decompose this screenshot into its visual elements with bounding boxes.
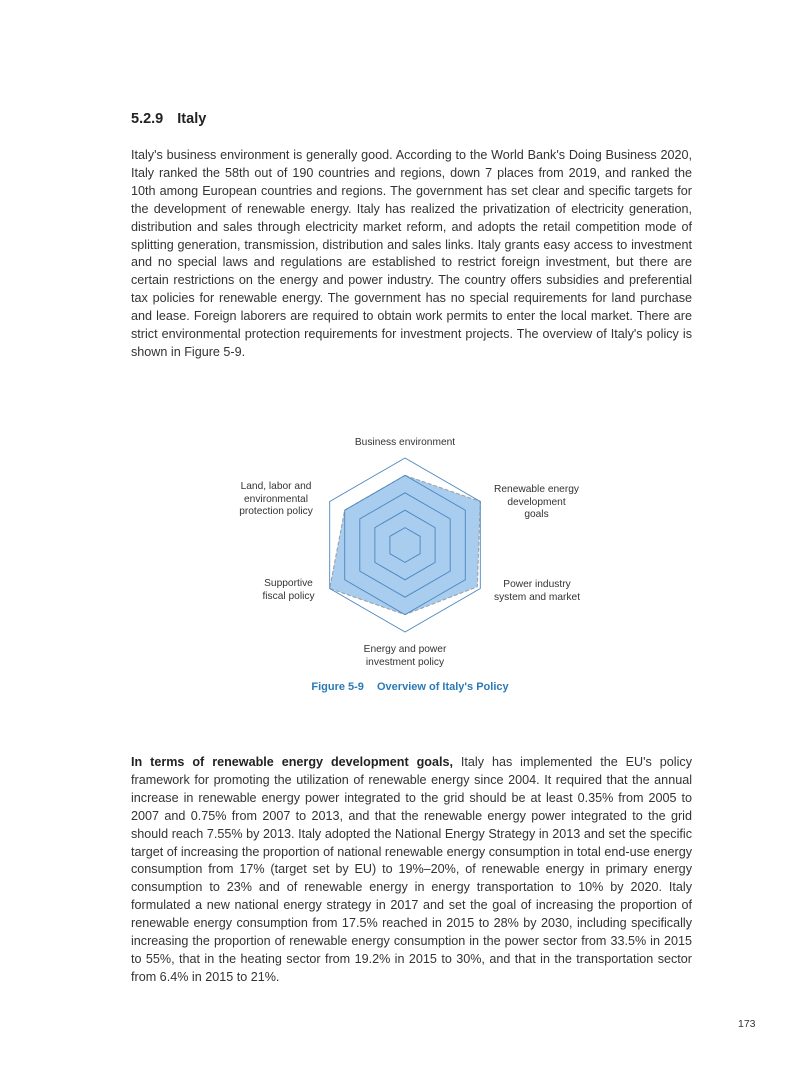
figure-5-9 — [225, 430, 595, 705]
axis-label-renewable-goals: Renewable energy development goals — [494, 484, 579, 520]
page-number: 173 — [738, 1018, 756, 1030]
section-number: 5.2.9 — [131, 111, 164, 127]
radar-chart — [225, 430, 595, 675]
figure-number: Figure 5-9 — [311, 681, 364, 693]
axis-label-power-industry: Power industry system and market — [493, 579, 581, 603]
axis-label-land-labor: Land, labor and environmental protection policy — [239, 481, 313, 517]
intro-paragraph: Italy's business environment is generally good. According to the World Bank's Doing Business 2020, Italy ranked the 58th out of 190 countries and regions, down 7 places from 2019, and ranked the 10th among European countries and regions. The government has set clear and specific targets for the development of renewable energy. Italy has realized the privatization of electricity generation, distribution and sales through electricity market reform, and adopts the retail competition mode of splitting generation, transmission, distribution and sales links. Italy grants easy access to investment and no special laws and regulations are established to restrict foreign investment, but there are certain restrictions on the energy and power industry. The country offers subsidies and preferential tax policies for renewable energy. The government has no special requirements for land purchase and lease. Foreign laborers are required to obtain work permits to enter the local market. There are strict environmental protection requirements for investment projects. The overview of Italy's policy is shown in Figure 5-9. — [131, 148, 692, 359]
section-title: Italy — [177, 111, 207, 127]
renewable-goals-paragraph — [131, 754, 692, 987]
renewable-goals-lead: In terms of renewable energy development goals, — [131, 755, 453, 769]
figure-title: Overview of Italy's Policy — [377, 681, 509, 693]
axis-label-fiscal-policy: Supportive fiscal policy — [262, 578, 315, 602]
section-heading — [131, 111, 206, 127]
figure-caption — [225, 681, 595, 693]
renewable-goals-body: Italy has implemented the EU's policy framework for promoting the utilization of renewable energy since 2004. It required that the annual increase in renewable energy power integrated to the grid should be at least 0.35% from 2005 to 2007 and 0.75% from 2007 to 2013, and that the renewable energy power integrated to the grid should reach 7.55% by 2013. Italy adopted the National Energy Strategy in 2013 and set the specific target of increasing the proportion of national renewable energy consumption in total end-use energy consumption from 17% (target set by EU) to 19%–20%, of renewable energy in primary energy consumption to 23% and of renewable energy in energy transportation to 10% by 2020. Italy formulated a new national energy strategy in 2017 and set the goal of increasing the proportion of renewable energy consumption from 17.5% reached in 2015 to 28% by 2030, including specifically increasing the proportion of renewable energy consumption in the power sector from 33.5% in 2015 to 55%, that in the heating sector from 19.2% in 2015 to 30%, and that in the transportation sector from 6.4% in 2015 to 21%. — [131, 755, 692, 984]
radar-data-polygon — [330, 475, 481, 614]
axis-label-business-environment: Business environment — [354, 437, 456, 448]
axis-label-investment-policy: Energy and power investment policy — [363, 644, 447, 668]
